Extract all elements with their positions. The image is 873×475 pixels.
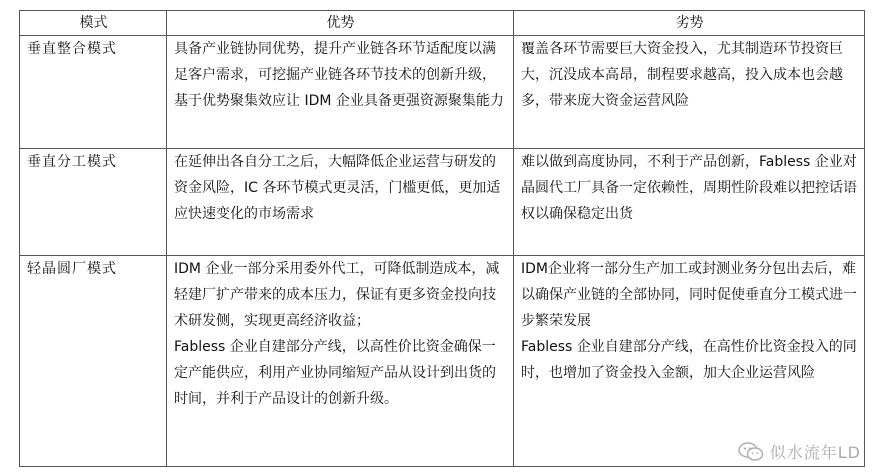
advantage-cell: 具备产业链协同优势，提升产业链各环节适配度以满足客户需求，可挖掘产业链各环节技术的创新升级，基于优势聚集效应让 IDM 企业具备更强资源聚集能力 [167, 36, 514, 149]
mode-cell: 轻晶圆厂模式 [20, 256, 167, 467]
advantage-cell [167, 256, 514, 467]
advantage-paragraph: IDM 企业一部分采用委外代工，可降低制造成本，减轻建厂扩产带来的成本压力，保证有更多资金投向技术研发侧，实现更高经济收益； [174, 261, 500, 329]
mode-cell: 垂直分工模式 [20, 149, 167, 256]
watermark-text: 似水流年LD [769, 443, 861, 462]
mode-cell: 垂直整合模式 [20, 36, 167, 149]
watermark [738, 440, 861, 463]
disadvantage-paragraph: IDM企业将一部分生产加工或封测业务分包出去后，难以确保产业链的全部协同，同时促使垂直分工模式进一步繁荣发展 [521, 261, 857, 329]
disadvantage-cell [514, 256, 865, 467]
header-disadvantage: 劣势 [514, 11, 865, 36]
disadvantage-cell: 覆盖各环节需要巨大资金投入，尤其制造环节投资巨大，沉没成本高昂，制程要求越高，投入成本也会越多，带来庞大资金运营风险 [514, 36, 865, 149]
table-row [20, 36, 865, 149]
table-row [20, 149, 865, 256]
table-row [20, 256, 865, 467]
disadvantage-paragraph: Fabless 企业自建部分产线，在高性价比资金投入的同时，也增加了资金投入金额，加大企业运营风险 [521, 339, 857, 381]
advantage-cell: 在延伸出各自分工之后，大幅降低企业运营与研发的资金风险，IC 各环节模式更灵活，门槛更低，更加适应快速变化的市场需求 [167, 149, 514, 256]
comparison-table [19, 10, 865, 467]
disadvantage-cell: 难以做到高度协同，不利于产品创新，Fabless 企业对晶圆代工厂具备一定依赖性，周期性阶段难以把控话语权以确保稳定出货 [514, 149, 865, 256]
table-header-row [20, 11, 865, 36]
header-advantage: 优势 [167, 11, 514, 36]
advantage-paragraph: Fabless 企业自建部分产线，以高性价比资金确保一定产能供应，利用产业协同缩短产品从设计到出货的时间，并利于产品设计的创新升级。 [174, 339, 496, 407]
header-mode: 模式 [20, 11, 167, 36]
wechat-icon [738, 442, 764, 462]
